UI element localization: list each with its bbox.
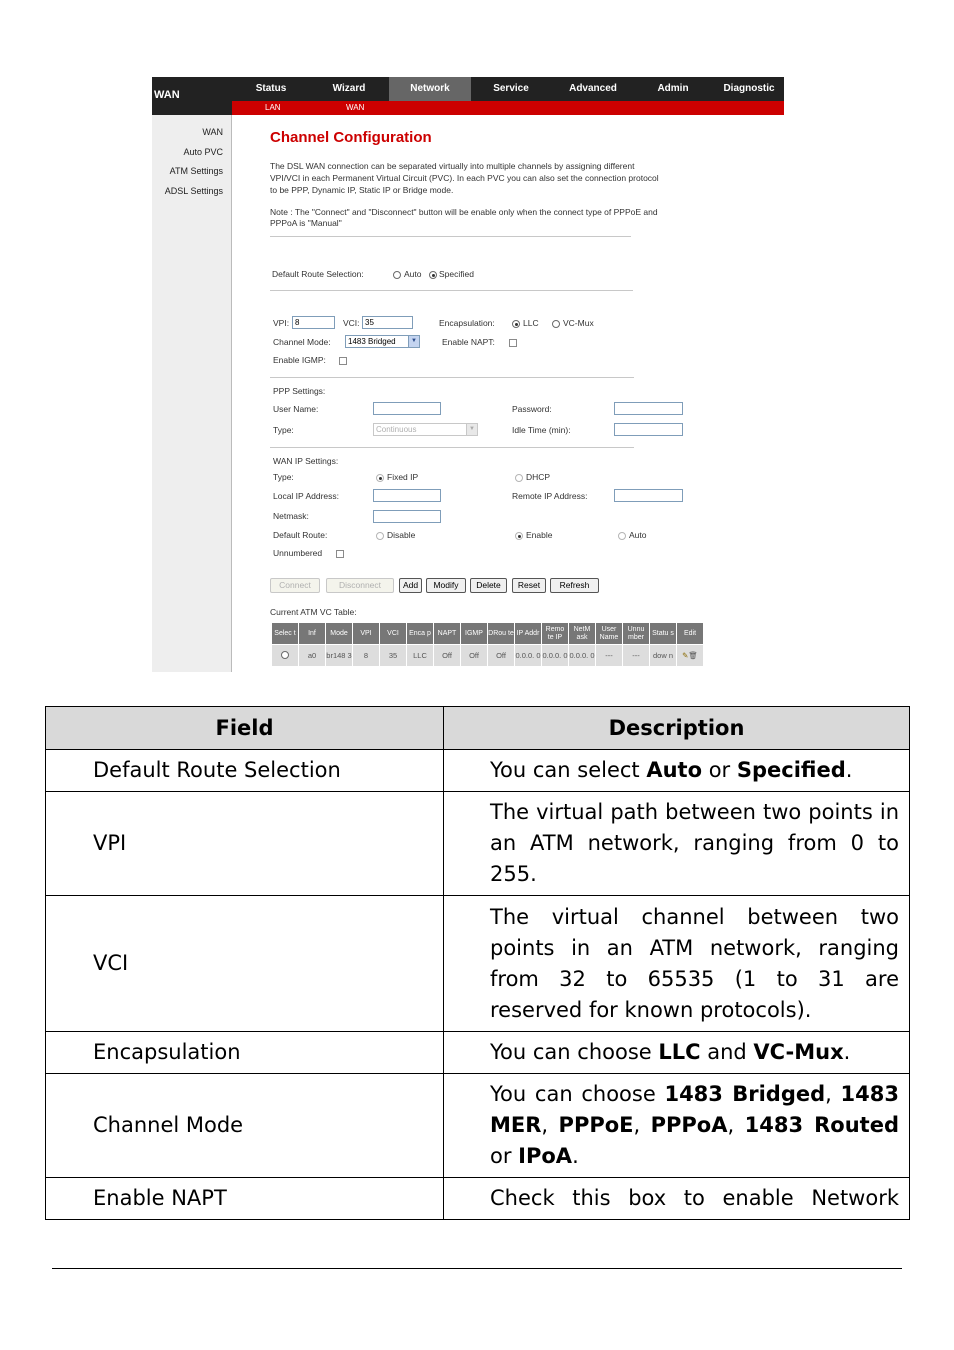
default-route-disable-radio[interactable] [376,532,384,540]
ppp-user-name-input[interactable] [373,402,441,415]
encapsulation-llc-label: LLC [523,318,539,328]
description-cell: The virtual path between two points in an ATM network, ranging from 0 to 255. [444,792,910,896]
atm-col-encap: Enca p [407,623,434,645]
field-column-header: Field [46,707,444,750]
desc-bold: PPPoE [558,1113,634,1137]
ppp-password-input[interactable] [614,402,683,415]
description-cell [444,1032,910,1074]
nav-tab-status[interactable]: Status [255,83,287,94]
atm-cell: --- [596,645,623,667]
dhcp-radio[interactable] [515,474,523,482]
desc-bold: Auto [646,758,703,782]
desc-text: You can choose [490,1040,659,1064]
table-row [46,1074,910,1178]
default-route-enable-radio[interactable] [515,532,523,540]
intro-line-2: VPI/VCI in each Permanent Virtual Circuit (PVC). In each PVC you can also set the connection protocol [270,173,659,183]
atm-cell: dow n [650,645,677,667]
ppp-type-select[interactable] [373,423,478,436]
channel-mode-label: Channel Mode: [273,337,331,347]
enable-napt-label: Enable NAPT: [442,337,495,347]
subnav-wan[interactable]: WAN [346,103,365,112]
field-cell: Encapsulation [46,1032,444,1074]
desc-bold: LLC [658,1040,701,1064]
intro-line-1: The DSL WAN connection can be separated virtually into multiple channels by assigning different [270,161,635,171]
encapsulation-label: Encapsulation: [439,318,495,328]
atm-table-title: Current ATM VC Table: [270,607,357,617]
atm-cell: br148 3 [326,645,353,667]
table-row [272,645,704,667]
chevron-down-icon: ▼ [466,424,477,435]
desc-bold: 1483 Bridged [664,1082,826,1106]
atm-cell: 8 [353,645,380,667]
atm-col-inf: Inf [299,623,326,645]
sub-nav-bar [232,101,784,115]
desc-bold: Specified [736,758,846,782]
desc-bold: 1483 MER [490,1082,899,1137]
atm-cell: --- [623,645,650,667]
atm-col-unnumber: Unnu mber [623,623,650,645]
channel-mode-select[interactable] [345,335,420,348]
default-route-disable-label: Disable [387,530,416,540]
local-ip-input[interactable] [373,489,441,502]
table-row [46,750,910,792]
default-route-specified-label: Specified [439,269,474,279]
desc-bold: PPPoA [650,1113,728,1137]
atm-cell: 0.0.0. 0 [515,645,542,667]
channel-mode-value: 1483 Bridged [348,337,396,346]
nav-tab-admin[interactable]: Admin [657,83,689,94]
field-description-table [45,706,910,1220]
atm-cell-select [272,645,299,667]
nav-tab-wizard[interactable]: Wizard [332,83,366,94]
delete-button[interactable]: Delete [470,578,507,593]
table-row [46,1032,910,1074]
atm-col-user-name: User Name [596,623,623,645]
page-title: Channel Configuration [270,129,432,146]
field-cell: Channel Mode [46,1074,444,1178]
default-route-auto-label: Auto [404,269,422,279]
atm-col-vpi: VPI [353,623,380,645]
atm-cell: Off [461,645,488,667]
atm-cell: LLC [407,645,434,667]
description-cell: The virtual channel between two points in an ATM network, ranging from 32 to 65535 (1 to 31 are reserved for known protocols). [444,896,910,1032]
table-row [46,792,910,896]
reset-button[interactable]: Reset [512,578,546,593]
netmask-label: Netmask: [273,511,309,521]
atm-col-droute: DRou te [488,623,515,645]
ppp-user-name-label: User Name: [273,404,319,414]
ppp-type-value: Continuous [376,425,417,434]
trash-icon[interactable]: 🗑 [688,650,698,660]
section-title: WAN [154,89,180,101]
note-line-1: Note : The "Connect" and "Disconnect" button will be enable only when the connect type of PPPoE and [270,207,658,217]
wan-ip-type-label: Type: [273,472,294,482]
desc-text: or [702,758,737,782]
description-cell [444,750,910,792]
remote-ip-label: Remote IP Address: [512,491,588,501]
field-cell: Enable NAPT [46,1178,444,1220]
sidebar-item-auto-pvc[interactable]: Auto PVC [183,147,223,157]
desc-text: . [843,1040,851,1064]
description-cell: Check this box to enable Network [444,1178,910,1220]
chevron-down-icon: ▼ [408,336,419,347]
description-column-header: Description [444,707,910,750]
sidebar-item-atm-settings[interactable]: ATM Settings [169,166,223,176]
edit-pencil-icon[interactable]: ✎ [682,650,689,660]
add-button[interactable]: Add [399,578,422,593]
default-route-specified-radio[interactable] [429,271,437,279]
subnav-spacer [152,101,232,115]
encapsulation-vcmux-radio[interactable] [552,320,560,328]
remote-ip-input[interactable] [614,489,683,502]
default-route-auto-option-label: Auto [629,530,647,540]
desc-text: , [727,1113,745,1137]
desc-text: , [633,1113,651,1137]
nav-tab-network[interactable]: Network [389,77,471,101]
atm-col-napt: NAPT [434,623,461,645]
atm-cell: a0 [299,645,326,667]
desc-text: You can select [490,758,647,782]
divider [270,377,634,378]
wan-ip-settings-heading: WAN IP Settings: [273,456,339,466]
main-content [232,115,784,672]
desc-bold: 1483 Routed [744,1113,899,1137]
footer-divider [52,1268,902,1269]
nav-tab-diagnostic[interactable]: Diagnostic [723,83,775,94]
desc-text: and [700,1040,754,1064]
enable-napt-checkbox[interactable] [509,339,517,347]
table-row [46,896,910,1032]
desc-text: , [825,1082,841,1106]
sidebar-item-wan[interactable]: WAN [202,127,223,137]
refresh-button[interactable]: Refresh [550,578,599,593]
enable-igmp-label: Enable IGMP: [273,355,326,365]
desc-text: You can choose [490,1082,665,1106]
atm-col-ip-addr: IP Addr [515,623,542,645]
connect-button[interactable]: Connect [270,578,320,593]
vci-label: VCI: [343,318,360,328]
wan-default-route-label: Default Route: [273,530,328,540]
field-cell: VPI [46,792,444,896]
divider [270,447,634,448]
router-screenshot [152,77,784,672]
vci-input[interactable]: 35 [362,316,413,329]
default-route-enable-label: Enable [526,530,553,540]
atm-vc-table [271,622,704,667]
sidebar [152,115,232,672]
divider [270,236,631,237]
atm-col-vci: VCI [380,623,407,645]
atm-col-mode: Mode [326,623,353,645]
ppp-password-label: Password: [512,404,552,414]
enable-igmp-checkbox[interactable] [339,357,347,365]
encapsulation-llc-radio[interactable] [512,320,520,328]
desc-text: . [845,758,853,782]
atm-cell-edit [677,645,704,667]
atm-vc-table-wrap [271,622,704,667]
idle-time-input[interactable] [614,423,683,436]
table-row [46,1178,910,1220]
disconnect-button[interactable]: Disconnect [326,578,394,593]
note-line-2: PPPoA is "Manual" [270,218,342,228]
atm-cell: Off [488,645,515,667]
atm-cell: 0.0.0. 0 [569,645,596,667]
modify-button[interactable]: Modify [426,578,466,593]
table-header-row [46,707,910,750]
atm-cell: 35 [380,645,407,667]
desc-text: or [490,1144,519,1168]
dhcp-label: DHCP [526,472,551,482]
divider [270,290,633,291]
atm-cell: Off [434,645,461,667]
intro-line-3: to be PPP, Dynamic IP, Static IP or Bridge mode. [270,185,454,195]
fixed-ip-radio[interactable] [376,474,384,482]
subnav-lan[interactable]: LAN [265,103,281,112]
atm-col-select: Selec t [272,623,299,645]
atm-col-netmask: NetM ask [569,623,596,645]
atm-col-remote-ip: Remo te IP [542,623,569,645]
atm-col-igmp: IGMP [461,623,488,645]
desc-text: , [541,1113,559,1137]
desc-bold: IPoA [518,1144,573,1168]
default-route-auto-radio[interactable] [393,271,401,279]
ppp-type-label: Type: [273,425,294,435]
atm-col-status: Statu s [650,623,677,645]
description-cell [444,1074,910,1178]
unnumbered-label: Unnumbered [273,548,323,558]
local-ip-label: Local IP Address: [273,491,339,501]
idle-time-label: Idle Time (min): [512,425,571,435]
netmask-input[interactable] [373,510,441,523]
row-select-radio[interactable] [281,651,289,659]
ppp-settings-heading: PPP Settings: [273,386,326,396]
nav-tab-service[interactable]: Service [493,83,529,94]
unnumbered-checkbox[interactable] [336,550,344,558]
fixed-ip-label: Fixed IP [387,472,419,482]
default-route-auto-radio[interactable] [618,532,626,540]
desc-text: . [572,1144,579,1168]
sidebar-item-adsl-settings[interactable]: ADSL Settings [164,186,223,196]
nav-tab-advanced[interactable]: Advanced [569,83,617,94]
desc-bold: VC-Mux [753,1040,844,1064]
atm-table-header-row [272,623,704,645]
encapsulation-vcmux-label: VC-Mux [563,318,594,328]
vpi-input[interactable]: 8 [292,316,335,329]
vpi-label: VPI: [273,318,290,328]
atm-cell: 0.0.0. 0 [542,645,569,667]
default-route-label: Default Route Selection: [272,269,364,279]
field-cell: VCI [46,896,444,1032]
atm-col-edit: Edit [677,623,704,645]
field-cell: Default Route Selection [46,750,444,792]
top-nav-bar [152,77,784,101]
